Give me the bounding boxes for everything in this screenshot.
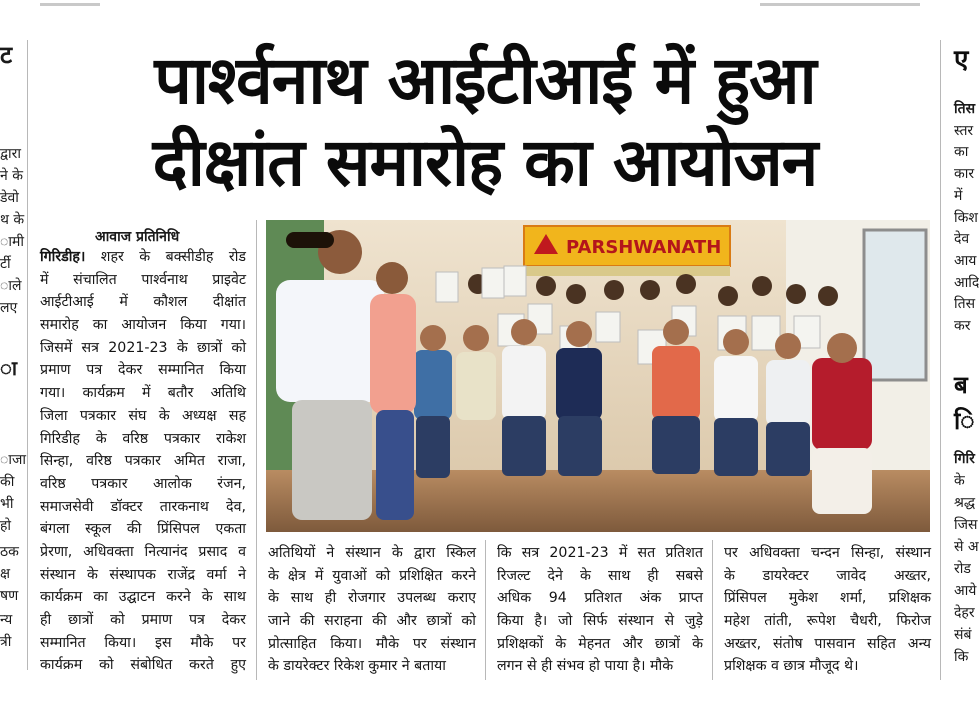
article-column-2: [268, 542, 476, 682]
left-fragment: ामी: [0, 234, 24, 250]
right-fragment-head: ब: [954, 371, 968, 399]
left-fragment: त्री: [0, 634, 12, 650]
left-fragment: ठक: [0, 544, 19, 560]
article-line: प्रमाण पत्र देकर सम्मानित किया: [40, 362, 246, 379]
right-fragment: आये: [954, 583, 977, 599]
headline-line-2: दीक्षांत समारोह का आयोजन: [152, 124, 818, 201]
article-line: प्रेरणा, अधिवक्ता नित्यानंद प्रसाद व: [40, 543, 246, 560]
article-line: समाजसेवी डॉक्टर तारकनाथ देव,: [40, 498, 246, 515]
previous-page-strip: [0, 0, 978, 10]
right-fragment: आय: [954, 252, 977, 269]
article-line: किया है। जो सिर्फ संस्थान से जुड़े: [497, 613, 703, 630]
article-line: ही छात्रों को प्रमाण पत्र देकर: [40, 612, 246, 628]
byline: आवाज प्रतिनिधि: [95, 229, 180, 245]
right-fragment: कर: [954, 318, 971, 334]
article-line: अतिथियों ने संस्थान के द्वारा स्किल: [268, 545, 476, 561]
article-line: संस्थान के संस्थापक राजेंद्र वर्मा ने: [40, 566, 246, 583]
dateline: गिरिडीह।: [40, 249, 86, 265]
article-line: रिजल्ट देने के साथ ही सबसे: [497, 567, 703, 584]
right-fragment: में: [954, 187, 963, 204]
article-line: गिरिडीह। शहर के बक्सीडीह रोड: [40, 249, 246, 265]
article-line: लगन से ही संभव हो पाया है। मौके: [497, 658, 674, 675]
left-fragment: ाले: [0, 278, 22, 294]
right-fragment: आदि: [954, 274, 979, 291]
left-fragment: डेवो: [0, 190, 19, 206]
article-line: बंगला स्कूल की प्रिंसिपल एकता: [40, 521, 246, 538]
left-fragment: थ के: [0, 212, 25, 228]
left-fragment: षण: [0, 588, 19, 604]
article-line: जिसमें सत्र 2021-23 के छात्रों को: [40, 339, 246, 356]
article-line: गया। कार्यक्रम में बतौर अतिथि: [40, 385, 246, 402]
article-line: गिरिडीह के वरिष्ठ पत्रकार राकेश: [40, 430, 246, 447]
article-line: प्रशिक्षक व छात्र मौजूद थे।: [724, 658, 859, 675]
article-column-1: [40, 246, 246, 686]
article-line: कि सत्र 2021-23 में सत प्रतिशत: [497, 545, 703, 561]
article-line: पर अधिवक्ता चन्दन सिन्हा, संस्थान: [724, 545, 931, 561]
right-fragment: देहर: [954, 605, 975, 621]
right-fragment: कि: [954, 649, 969, 665]
right-fragment: संबं: [954, 627, 972, 643]
right-fragment: कार: [954, 166, 975, 183]
left-fragment: लए: [0, 300, 18, 316]
adjacent-article-right: [948, 0, 978, 708]
right-fragment-head: ए: [954, 45, 969, 75]
right-fragment: का: [954, 144, 969, 161]
right-fragment: से अ: [954, 539, 979, 555]
left-fragment: की: [0, 474, 15, 490]
article-line: जाने की सराहना की और छात्रों को: [268, 613, 476, 630]
right-fragment: के: [954, 473, 965, 489]
article-line: प्रशिक्षकों के मेहनत और छात्रों के: [497, 635, 703, 652]
right-fragment-head: ि: [954, 407, 975, 435]
article-column-3: [497, 542, 703, 682]
article-headline: [40, 40, 930, 204]
right-fragment: किश: [954, 209, 978, 226]
banner-text: PARSHWANATH: [566, 237, 722, 258]
article-line: प्रोत्साहित किया। मौके पर संस्थान: [268, 635, 476, 652]
article-line: प्रिंसिपल मुकेश शर्मा, प्रशिक्षक: [724, 590, 931, 607]
article-line: के क्षेत्र में युवाओं को प्रशिक्षित करने: [268, 567, 476, 584]
column-rule: [940, 40, 941, 680]
article-line: के डायरेक्टर रिकेश कुमार ने बताया: [268, 658, 446, 675]
left-fragment: क्ष: [0, 566, 11, 582]
right-fragment: स्तर: [954, 122, 974, 139]
article-line: में संचालित पार्श्वनाथ प्राइवेट: [40, 271, 246, 288]
article-line: आईटीआई में कौशल दीक्षांत: [40, 294, 246, 311]
article-line: समारोह का आयोजन किया गया।: [40, 317, 246, 334]
article-line: वरिष्ठ पत्रकार आलोक रंजन,: [40, 475, 246, 492]
article-line: सिन्हा, वरिष्ठ पत्रकार अमित राजा,: [40, 453, 246, 470]
article-line: जिला पत्रकार संघ के अध्यक्ष सह: [40, 407, 246, 424]
article-line: अख्तर, संतोष पासवान सहित अन्य: [724, 635, 931, 652]
right-fragment: तिस: [954, 101, 976, 117]
column-rule: [256, 220, 257, 680]
right-fragment: जिस: [954, 517, 978, 533]
right-fragment: तिस: [954, 296, 976, 313]
article-line: सम्मानित किया। इस मौके पर: [40, 634, 246, 651]
article-line: कार्यक्रम को संबोधित करते हुए: [40, 657, 246, 674]
column-rule: [27, 40, 28, 670]
headline-line-1: पार्श्वनाथ आईटीआई में हुआ: [154, 42, 816, 119]
left-fragment: भी: [0, 496, 14, 512]
article-line: के साथ ही रोजगार उपलब्ध कराए: [268, 590, 476, 607]
group-photo-illustration: [266, 220, 930, 532]
column-rule: [712, 540, 713, 680]
left-fragment: हो: [0, 518, 12, 534]
article-line: महेश तांती, रूपेश चैधरी, फिरोज: [724, 613, 931, 630]
right-fragment: श्रद्ध: [954, 495, 976, 511]
right-fragment: गिरि: [954, 451, 975, 467]
article-column-4: [724, 542, 931, 682]
left-fragment: र्टी: [0, 256, 11, 272]
column-rule: [485, 540, 486, 680]
left-fragment: ाजा: [0, 452, 26, 468]
right-fragment: रोड: [954, 561, 971, 577]
left-fragment: ा: [0, 356, 18, 380]
left-fragment-head: ट: [0, 41, 13, 69]
left-fragment: ने के: [0, 168, 23, 184]
left-fragment: द्वारा: [0, 146, 22, 162]
article-line: के डायरेक्टर जावेद अख्तर,: [724, 567, 931, 584]
event-photo: [266, 220, 930, 532]
left-fragment: न्य: [0, 612, 13, 628]
article-line: कार्यक्रम का उद्घाटन करने के साथ: [40, 589, 246, 606]
right-fragment: देव: [954, 231, 970, 248]
article-line: अधिक 94 प्रतिशत अंक प्राप्त: [497, 590, 703, 607]
